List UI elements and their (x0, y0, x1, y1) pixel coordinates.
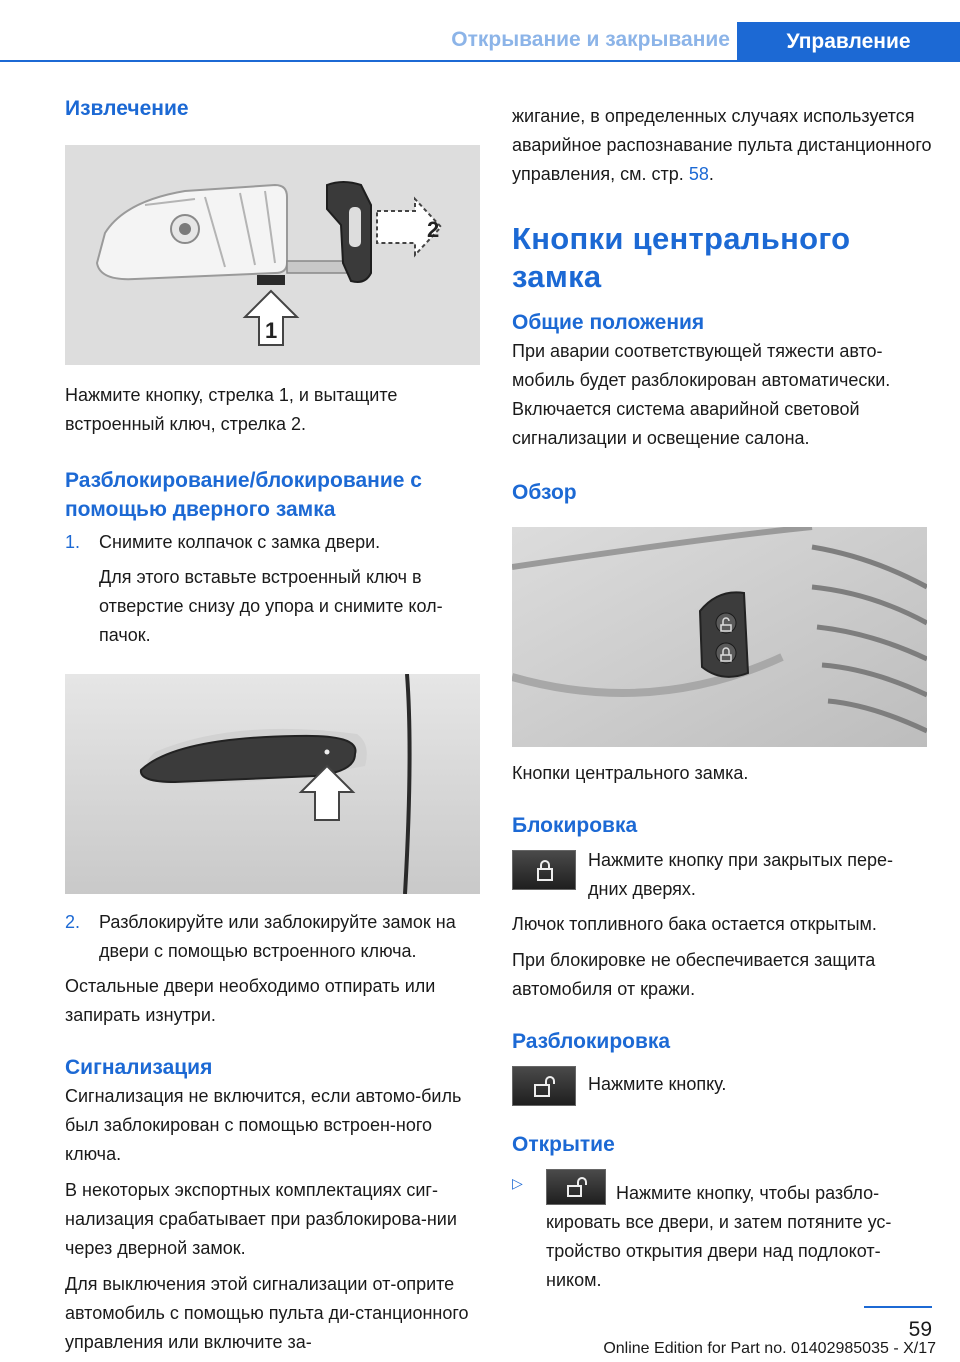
heading-extract: Извлечение (65, 97, 189, 120)
arrow-2-label: 2 (427, 217, 440, 242)
step-text: Снимите колпачок с замка двери. (99, 532, 381, 552)
para-fuel-flap: Лючок топливного бака остается открытым. (512, 914, 877, 934)
para-extract: Нажмите кнопку, стрелка 1, и вытащите встроенный ключ, стрелка 2. (65, 385, 398, 434)
lock-icon (512, 850, 576, 890)
header-rule (0, 60, 960, 62)
para-general: При аварии соответствующей тяжести авто-мобиль будет разблокирован автоматически. Включается система аварийной световой сигнализации и освещение салона. (512, 341, 891, 448)
list-item (512, 1169, 932, 1295)
heading-unlock-door: Разблокирование/блокирование с помощью дверного замка (65, 469, 422, 521)
heading-central-lock-buttons: Кнопки центрального замка (512, 221, 851, 294)
edition-line: Online Edition for Part no. 01402985035 - X/17 (603, 1340, 936, 1357)
para-unlock: Нажмите кнопку. (588, 1074, 727, 1094)
para-theft: При блокировке не обеспечивается защита автомобиля от кражи. (512, 950, 876, 999)
figure-caption: Кнопки центрального замка. (512, 763, 749, 783)
para-lock: Нажмите кнопку при закрытых пере-дних дверях. (588, 850, 894, 899)
para-continuation-end: . (708, 164, 714, 184)
heading-general: Общие положения (512, 311, 705, 334)
left-column (65, 94, 480, 1357)
section-title: Открывание и закрывание (451, 28, 730, 51)
page-link-58[interactable]: 58 (688, 164, 709, 184)
para-alarm-3: Для выключения этой сигнализации от-оприте автомобиль с помощью пульта ди-станционного управления или включите за- (65, 1274, 469, 1352)
figure-door-handle (65, 674, 480, 894)
para-alarm-1: Сигнализация не включится, если автомо-биль был заблокирован с помощью встроен-ного ключа. (65, 1086, 462, 1164)
footer-rule (864, 1306, 932, 1308)
unlock-row (512, 1062, 932, 1112)
list-item (65, 908, 480, 966)
heading-open: Открытие (512, 1133, 615, 1156)
figure-key-extract (65, 145, 480, 365)
para-other-doors: Остальные двери необходимо отпирать или запирать изнутри. (65, 976, 436, 1025)
unlock-icon (512, 1066, 576, 1106)
heading-overview: Обзор (512, 481, 577, 504)
page-number: 59 (908, 1318, 932, 1341)
heading-alarm: Сигнализация (65, 1056, 213, 1079)
step-number: 1. (65, 532, 81, 552)
right-column (512, 94, 932, 1295)
heading-lock: Блокировка (512, 814, 638, 837)
list-item (65, 528, 480, 650)
para-continuation (512, 102, 932, 189)
step-detail: Для этого вставьте встроенный ключ в отверстие снизу до упора и снимите кол-пачок. (99, 567, 443, 645)
para-alarm-2: В некоторых экспортных комплектациях сиг-нализация срабатывает при разблокирова-нии через дверной замок. (65, 1180, 457, 1258)
figure-lock-buttons (512, 527, 927, 747)
bullet-triangle-icon: ▷ (512, 1175, 523, 1191)
step-number: 2. (65, 912, 81, 932)
para-continuation-text: жигание, в определенных случаях используется аварийное распознавание пульта дистанционного управления, см. стр. (512, 106, 932, 184)
lock-row (512, 846, 932, 904)
para-open: Нажмите кнопку, чтобы разбло-кировать все двери, и затем потяните ус-тройство открытия двери над подлокот-ником. (546, 1183, 892, 1290)
chapter-tab[interactable]: Управление (737, 22, 960, 62)
arrow-1-label: 1 (265, 318, 278, 343)
step-text: Разблокируйте или заблокируйте замок на двери с помощью встроенного ключа. (99, 912, 456, 961)
unlock-icon (546, 1169, 606, 1205)
heading-unlock: Разблокировка (512, 1030, 671, 1053)
